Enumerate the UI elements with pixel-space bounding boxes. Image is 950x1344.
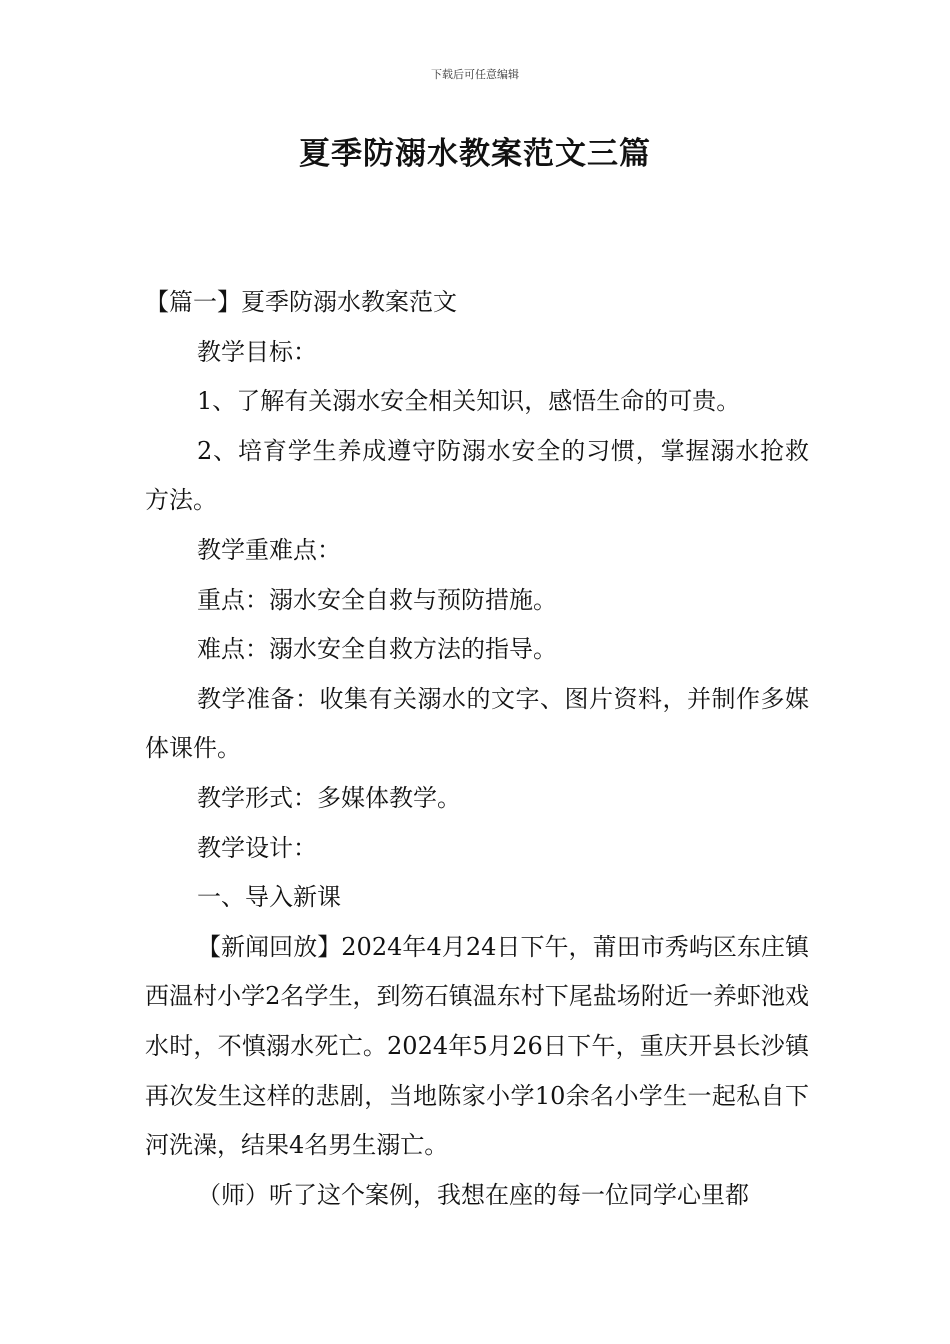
page-header-note: 下载后可任意编辑 xyxy=(431,68,519,81)
document-title: 夏季防溺水教案范文三篇 xyxy=(299,136,651,172)
paragraph: 教学目标： xyxy=(197,337,317,366)
paragraph: 一、导入新课 xyxy=(197,883,341,912)
paragraph: 【新闻回放】2024年4月24日下午，莆田市秀屿区东庄镇西温村小学2名学生，到笏石镇温东村下尾盐场附近一养虾池戏水时，不慎溺水死亡。2024年5月26日下午，重庆开县长沙镇再次发生这样的悲剧，当地陈家小学10余名小学生一起私自下河洗澡，结果4名男生溺亡。 xyxy=(145,932,809,1160)
section-heading: 【篇一】夏季防溺水教案范文 xyxy=(145,288,457,316)
paragraph: 教学设计： xyxy=(197,833,317,862)
document-body xyxy=(145,278,809,1220)
paragraph: 教学形式：多媒体教学。 xyxy=(197,783,461,812)
paragraph: 1、了解有关溺水安全相关知识，感悟生命的可贵。 xyxy=(197,387,741,416)
paragraph: （师）听了这个案例，我想在座的每一位同学心里都 xyxy=(197,1180,749,1209)
paragraph: 教学准备：收集有关溺水的文字、图片资料，并制作多媒体课件。 xyxy=(145,684,809,763)
paragraph: 重点：溺水安全自救与预防措施。 xyxy=(197,585,557,614)
paragraph: 难点：溺水安全自救方法的指导。 xyxy=(197,635,557,664)
paragraph: 教学重难点： xyxy=(197,535,341,564)
paragraph: 2、培育学生养成遵守防溺水安全的习惯，掌握溺水抢救方法。 xyxy=(145,436,809,515)
